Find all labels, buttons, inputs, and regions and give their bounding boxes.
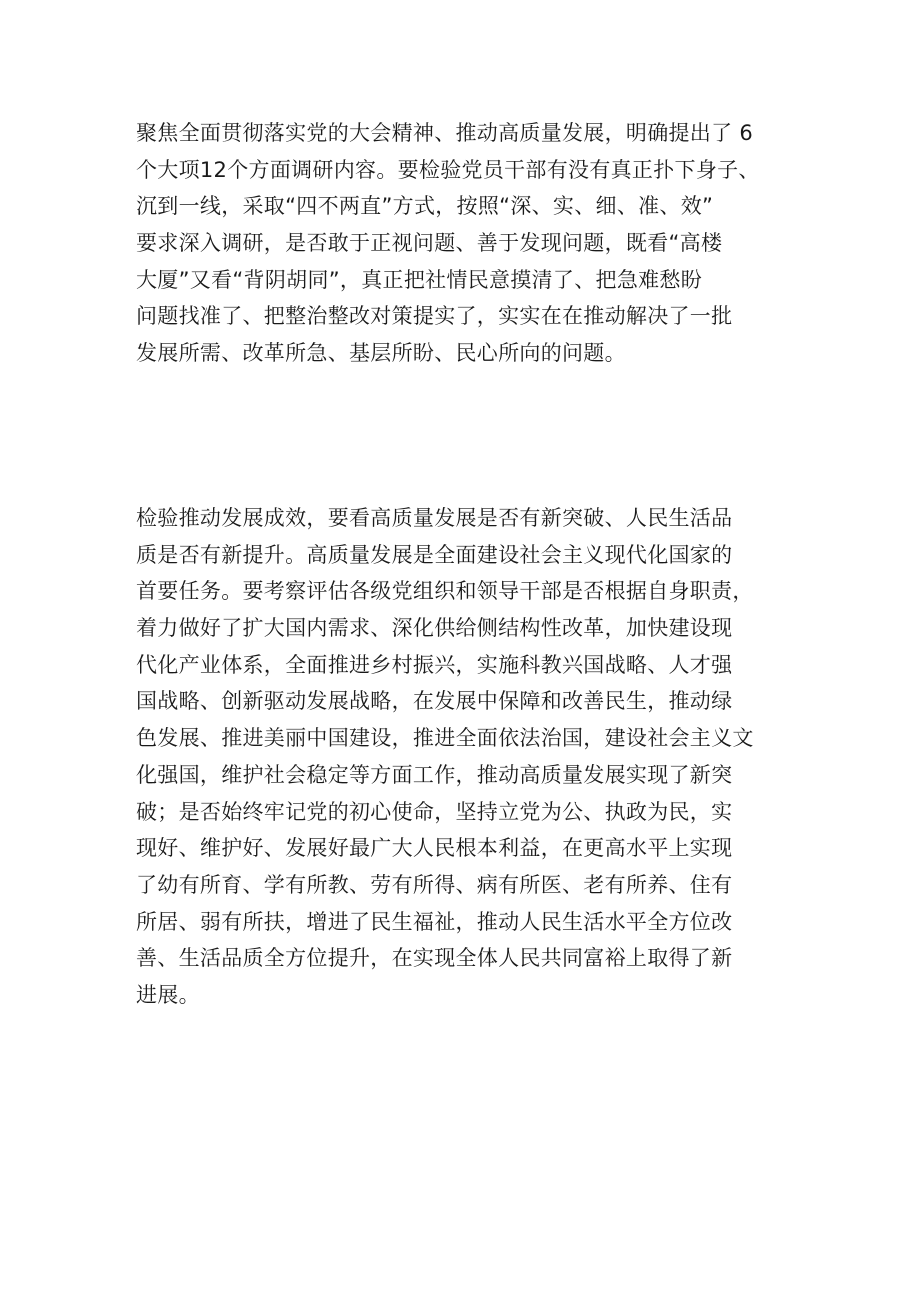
text-line: 了幼有所育、学有所教、劳有所得、病有所医、老有所养、住有	[136, 872, 733, 897]
text-line: 检验推动发展成效，要看高质量发展是否有新突破、人民生活品	[136, 506, 733, 530]
text-line: 进展。	[136, 982, 200, 1007]
text-line: 代化产业体系，全面推进乡村振兴，实施科教兴国战略、人才强	[136, 652, 733, 677]
text-line: 聚焦全面贯彻落实党的大会精神、推动高质量发展，明确提出了 6	[136, 121, 754, 145]
text-line: 沉到一线，采取“四不两直”方式，按照“深、实、细、准、效”	[136, 194, 714, 219]
text-line: 着力做好了扩大国内需求、深化供给侧结构性改革，加快建设现	[136, 616, 733, 641]
text-line: 化强国，维护社会稳定等方面工作，推动高质量发展实现了新突	[136, 762, 733, 787]
text-line: 发展所需、改革所急、基层所盼、民心所向的问题。	[136, 341, 626, 366]
text-line: 首要任务。要考察评估各级党组织和领导干部是否根据自身职责，	[136, 579, 754, 604]
text-line: 现好、维护好、发展好最广大人民根本利益，在更高水平上实现	[136, 836, 733, 861]
text-line: 善、生活品质全方位提升，在实现全体人民共同富裕上取得了新	[136, 946, 733, 971]
text-line: 要求深入调研，是否敢于正视问题、善于发现问题，既看“高楼	[136, 231, 723, 256]
paragraph-development-results	[136, 500, 816, 1014]
paragraph-research-content	[136, 115, 816, 372]
text-line: 色发展、推进美丽中国建设，推进全面依法治国，建设社会主义文	[136, 726, 754, 751]
text-line: 个大项12个方面调研内容。要检验党员干部有没有真正扑下身子、	[136, 157, 760, 182]
text-line: 国战略、创新驱动发展战略，在发展中保障和改善民生，推动绿	[136, 689, 733, 714]
text-line: 大厦”又看“背阴胡同”，真正把社情民意摸清了、把急难愁盼	[136, 267, 703, 292]
text-line: 所居、弱有所扶，增进了民生福祉，推动人民生活水平全方位改	[136, 909, 733, 934]
text-line: 质是否有新提升。高质量发展是全面建设社会主义现代化国家的	[136, 542, 733, 567]
text-line: 问题找准了、把整治整改对策提实了，实实在在推动解决了一批	[136, 304, 733, 329]
text-line: 破；是否始终牢记党的初心使命，坚持立党为公、执政为民，实	[136, 799, 733, 824]
